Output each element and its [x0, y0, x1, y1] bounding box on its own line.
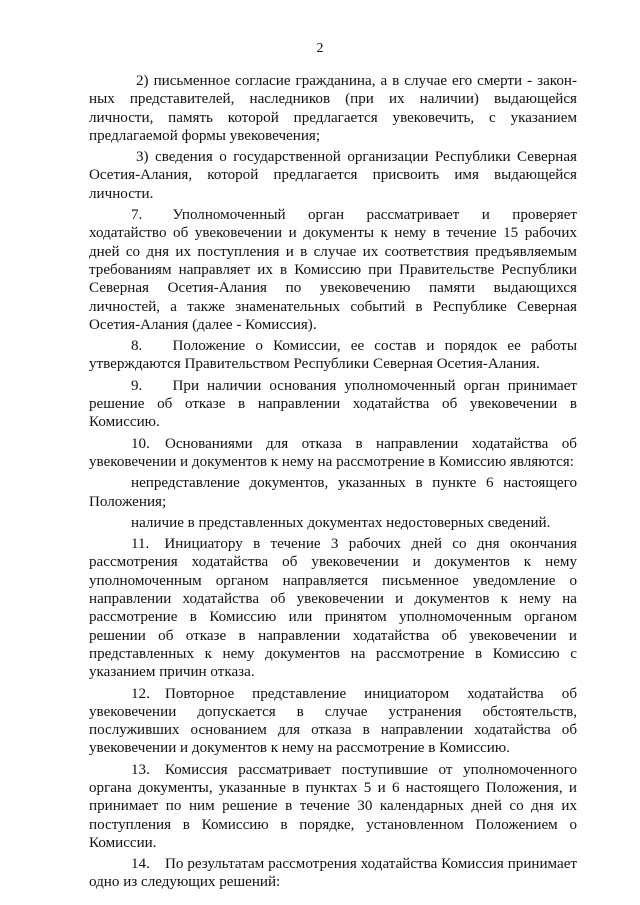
paragraph-item-14: 14. По результатам рассмотрения ходатайства Комиссия принимает одно из следующих решений:	[89, 856, 577, 891]
paragraph-consent: 2) письменное согласие гражданина, а в случае его смерти - законных представителей, наследников (при их наличии) выдающейся личности, память которой предлагается увековечить, с указанием предлагаемой формы увековечения;	[89, 73, 577, 144]
paragraph-item-7: 7. Уполномоченный орган рассматривает и проверяет ходатайство об увековечении и документы к нему в течение 15 рабочих дней со дня их поступления и в случае их соответствия предъявляемым требованиям направляет их в Комиссию при Правительстве Республики Северная Осетия-Алания по увековечению памяти выдающихся личностей, а также знаменательных событий в Республике Северная Осетия-Алания (далее - Комиссия).	[89, 207, 577, 333]
paragraph-item-11: 11. Инициатору в течение 3 рабочих дней со дня окончания рассмотрения ходатайства об увековечении и документов к нему уполномоченным органом направляется письменное уведомление о направлении ходатайства об увековечении и документов к нему на рассмотрение в Комиссию или принятом уполномоченным органом решении об отказе в направлении ходатайства об увековечении и представленных к нему документов на рассмотрение в Комиссию с указанием причин отказа.	[89, 536, 577, 681]
page-number: 2	[316, 41, 324, 56]
paragraph-reason-1: непредставление документов, указанных в пункте 6 настоящего Положения;	[89, 475, 577, 510]
document-body	[89, 72, 577, 895]
paragraph-item-9: 9. При наличии основания уполномоченный орган принимает решение об отказе в направлении ходатайства об увековечении в Комиссию.	[89, 377, 577, 431]
paragraph-reason-2: наличие в представленных документах недостоверных сведений.	[131, 514, 551, 531]
paragraph-item-10: 10. Основаниями для отказа в направлении ходатайства об увековечении и документов к нему на рассмотрение в Комиссию являются:	[89, 435, 577, 470]
paragraph-item-13: 13. Комиссия рассматривает поступившие от уполномоченного органа документы, указанные в пунктах 5 и 6 настоящего Положения, и принимает по ним решение в течение 30 календарных дней со дня их поступления в Комиссию в порядке, установленном Положением о Комиссии.	[89, 761, 577, 851]
paragraph-item-8: 8. Положение о Комиссии, ее состав и порядок ее работы утверждаются Правительством Республики Северная Осетия-Алания.	[89, 338, 577, 373]
paragraph-organization-info: 3) сведения о государственной организации Республики Северная Осетия-Алания, которой предлагается присвоить имя выдающейся личности.	[89, 149, 577, 202]
paragraph-item-12: 12. Повторное представление инициатором ходатайства об увековечении допускается в случае устранения обстоятельств, послуживших основанием для отказа в направлении ходатайства об увековечении и документов к нему на рассмотрение в Комиссию.	[89, 685, 577, 757]
